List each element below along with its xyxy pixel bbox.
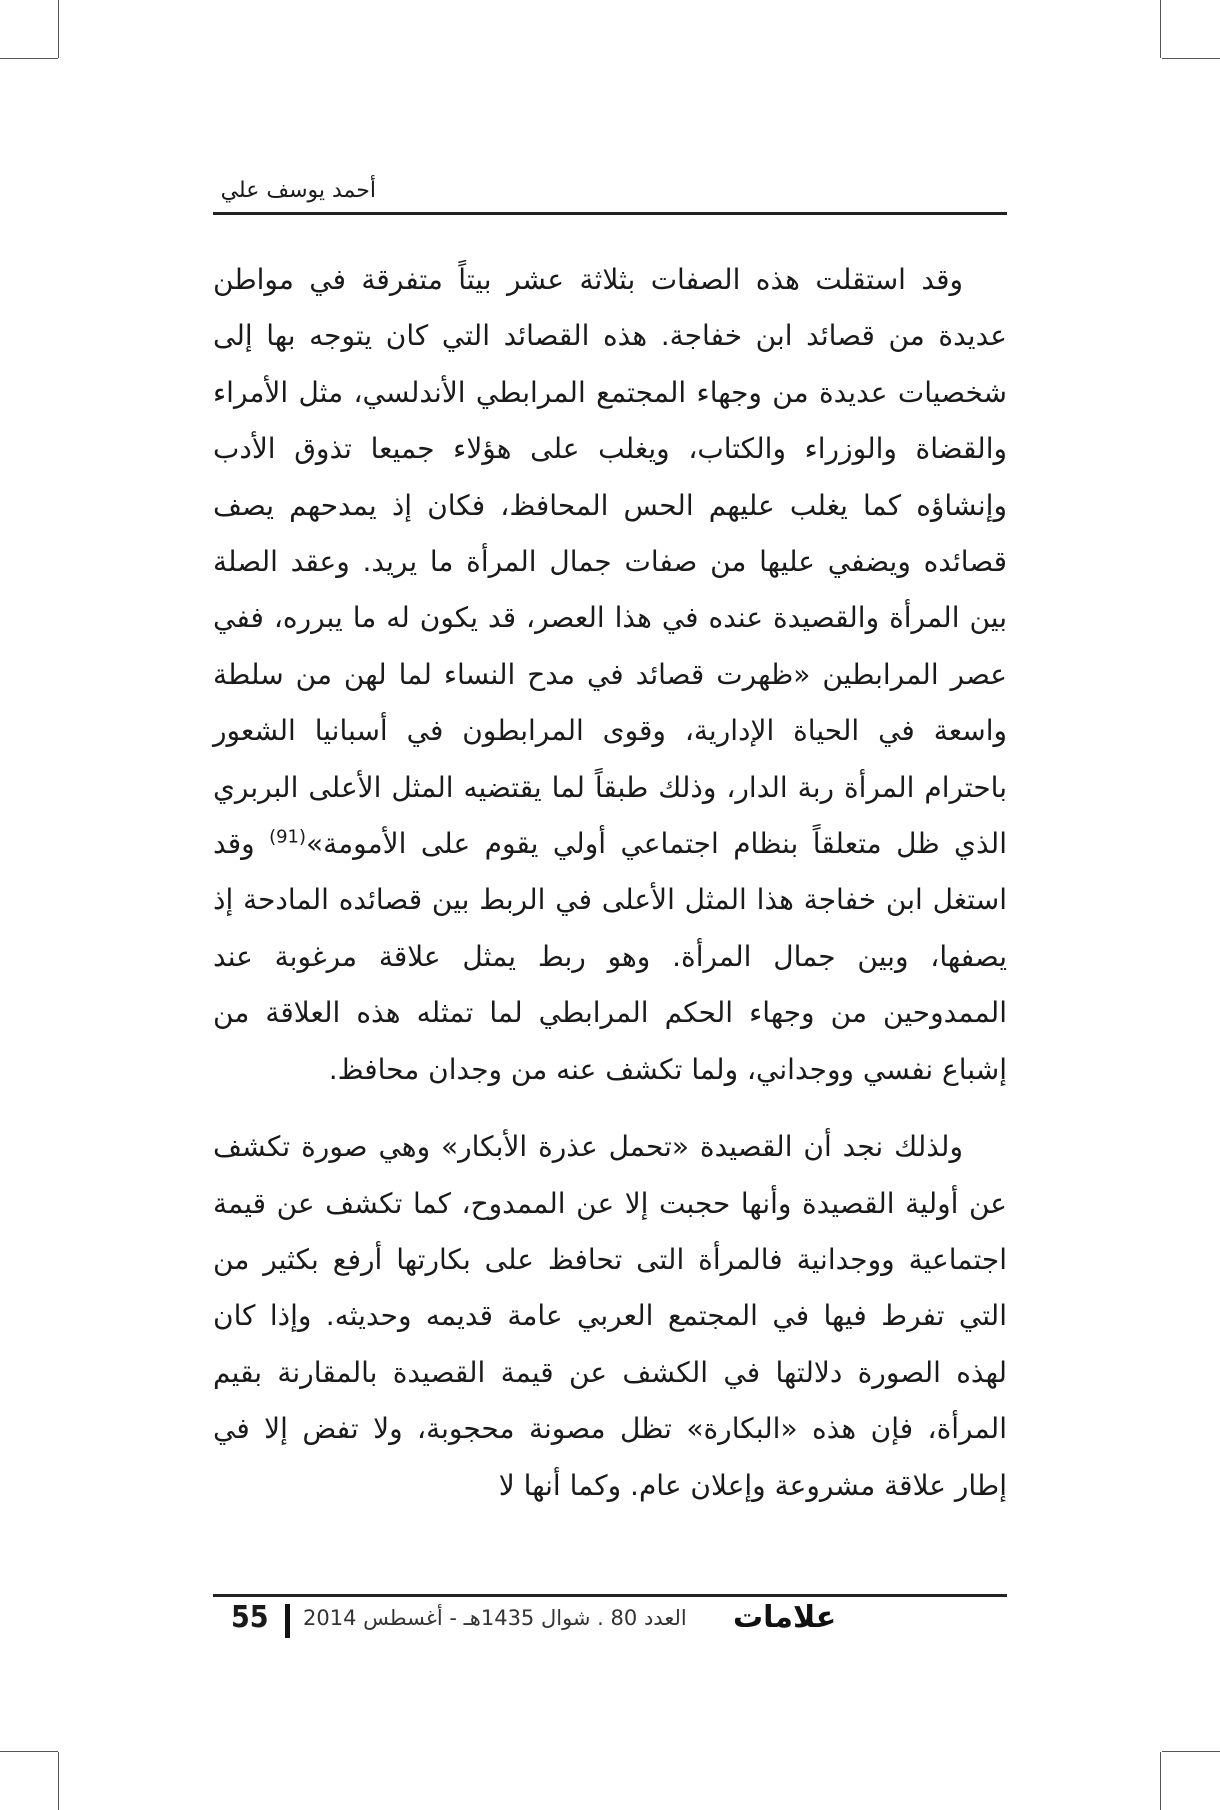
header-rule	[213, 212, 1007, 215]
footer-separator	[285, 1604, 290, 1638]
journal-logo: علامات	[733, 1600, 837, 1635]
crop-mark	[1160, 0, 1161, 58]
footnote-ref[interactable]: (91)	[269, 826, 307, 848]
crop-mark	[58, 0, 59, 58]
paragraph	[213, 252, 1007, 1098]
crop-mark	[0, 58, 58, 59]
issue-info: العدد 80 . شوال 1435هـ - أغسطس 2014	[303, 1606, 687, 1630]
crop-mark	[1160, 1752, 1161, 1810]
page-number: 55	[231, 1600, 269, 1635]
paragraph-text: وقد استقلت هذه الصفات بثلاثة عشر بيتاً متفرقة في مواطن عديدة من قصائد ابن خفاجة. هذه القصائد التي كان يتوجه بها إلى شخصيات عديدة من وجهاء المجتمع المرابطي الأندلسي، مثل الأمراء والقضاة والوزراء والكتاب، ويغلب على هؤلاء جميعا تذوق الأدب وإنشاؤه كما يغلب عليهم الحس المحافظ، فكان إذ يمدحهم يصف قصائده ويضفي عليها من صفات جمال المرأة ما يريد. وعقد الصلة بين المرأة والقصيدة عنده في هذا العصر، قد يكون له ما يبرره، ففي عصر المرابطين «ظهرت قصائد في مدح النساء لما لهن من سلطة واسعة في الحياة الإدارية، وقوى المرابطون في أسبانيا الشعور باحترام المرأة ربة الدار، وذلك طبقاً لما يقتضيه المثل الأعلى البربري الذي ظل متعلقاً بنظام اجتماعي أولي يقوم على الأمومة»	[213, 263, 1007, 861]
paragraph: ولذلك نجد أن القصيدة «تحمل عذرة الأبكار» وهي صورة تكشف عن أولية القصيدة وأنها حجبت إلا عن الممدوح، كما تكشف عن قيمة اجتماعية ووجدانية فالمرأة التى تحافظ على بكارتها أرفع بكثير من التي تفرط فيها في المجتمع العربي عامة قديمه وحديثه. وإذا كان لهذه الصورة دلالتها في الكشف عن قيمة القصيدة بالمقارنة بقيم المرأة، فإن هذه «البكارة» تظل مصونة محجوبة، ولا تفض إلا في إطار علاقة مشروعة وإعلان عام. وكما أنها لا	[213, 1130, 1007, 1502]
article-body	[213, 252, 1007, 1514]
paragraph-text: وقد استغل ابن خفاجة هذا المثل الأعلى في الربط بين قصائده المادحة إذ يصفها، وبين جمال المرأة. وهو ربط يمثل علاقة مرغوبة عند الممدوحين من وجهاء الحكم المرابطي لما تمثله هذه العلاقة من إشباع نفسي ووجداني، ولما تكشف عنه من وجدان محافظ.	[213, 827, 1007, 1086]
crop-mark	[1162, 1751, 1220, 1752]
running-header-author: أحمد يوسف علي	[220, 178, 376, 203]
page-footer	[213, 1600, 837, 1640]
crop-mark	[58, 1752, 59, 1810]
crop-mark	[1162, 58, 1220, 59]
footer-rule	[213, 1594, 1007, 1597]
crop-mark	[0, 1751, 58, 1752]
